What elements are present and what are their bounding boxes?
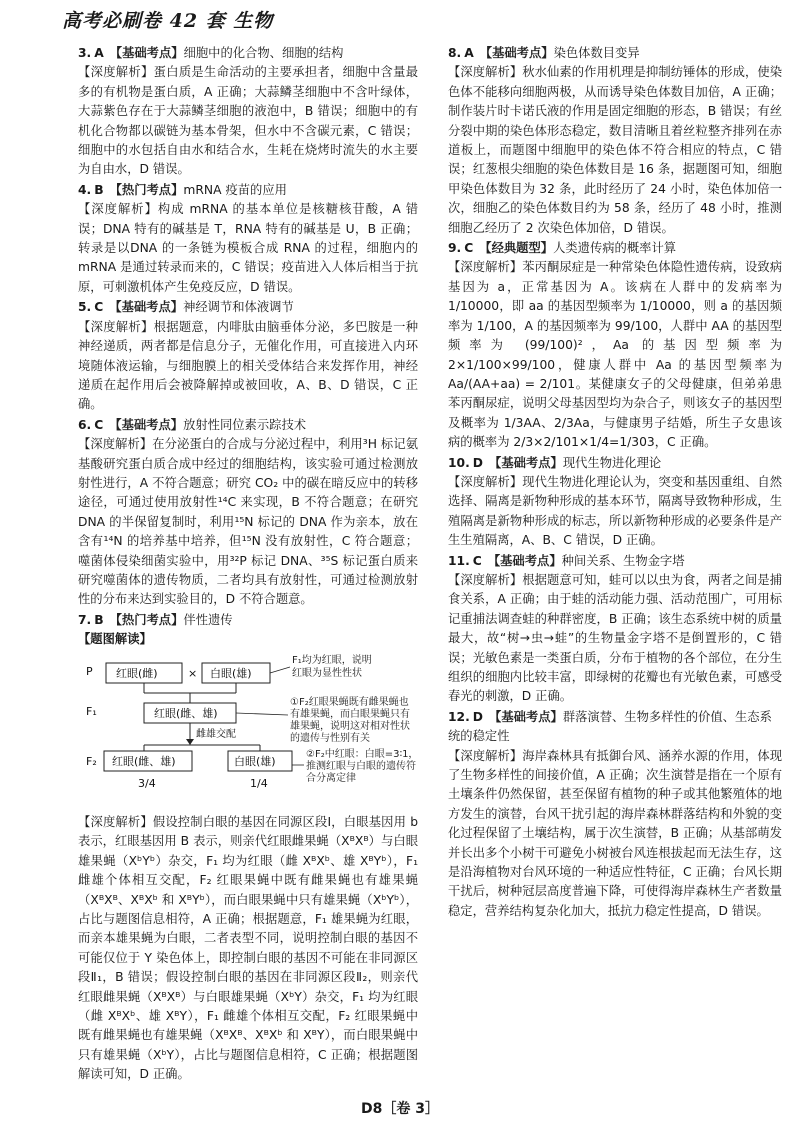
question-number: 7. — [78, 612, 92, 627]
box-white-male-label: 白眼(雄) — [210, 666, 252, 680]
question-8 — [448, 44, 782, 238]
analysis-text: 【深度解析】秋水仙素的作用机理是抑制纺锤体的形成，使染色体不能移向细胞两极，从而诱导染色体数目加倍，A 正确；制作装片时卡诺氏液的作用是固定细胞的形态，B 错误；有丝分裂中期的染色体形态稳定，数目清晰且着丝粒整齐排列在赤道板上，而题图中细胞甲的染色体不符合相应的特点，C 错误；红葱根尖细胞的染色体数目是 16 条，据题图可知，细胞甲染色体数目为 32 条，此时经历了 24 小时，染色体加倍一次，细胞乙的染色体数目约为 58 条，经历了 48 小时，推测细胞乙经历了 2 次染色体加倍，D 错误。 — [448, 65, 782, 235]
question-number: 11. — [448, 553, 470, 568]
question-header — [78, 611, 418, 630]
topic-text: 现代生物进化理论 — [562, 455, 662, 470]
topic-tag: 【经典题型】 — [479, 241, 554, 256]
page-footer: D8［卷 3］ — [361, 1101, 439, 1117]
answer-letter: C — [472, 553, 482, 568]
note-3-line-1: ②F₂中红眼：白眼=3∶1， — [306, 748, 418, 760]
question-number: 3. — [78, 46, 92, 60]
note-2-line-3: 雄果蝇，说明这对相对性状 — [290, 720, 410, 732]
answer-letter: A — [94, 46, 104, 60]
question-header — [448, 552, 782, 571]
analysis-text: 【深度解析】现代生物进化理论认为，突变和基因重组、自然选择、隔离是新物种形成的基本环节，隔离导致物种形成，生殖隔离是新物种形成的标志，所以新物种形成的必要条件是产生生殖隔离，A、B、C 错误，D 正确。 — [448, 474, 782, 548]
question-6 — [78, 416, 418, 610]
fraction-red: 3/4 — [138, 776, 156, 790]
analysis-text: 【深度解析】蛋白质是生命活动的主要承担者，细胞中含量最多的有机物是蛋白质，A 正确；大蒜鳞茎细胞中不含叶绿体，大蒜紫色存在于大蒜鳞茎细胞的液泡中，B 错误；细胞中的有机化合物都以碳链为基本骨架，但水中不含碳元素，C 错误；细胞中的水包括自由水和结合水，生耗在烧烤时流失的水主要为自由水，D 错误。 — [78, 65, 418, 177]
answer-letter: D — [472, 455, 484, 470]
note-1-line-2: 红眼为显性性状 — [292, 667, 362, 679]
question-header — [448, 44, 782, 63]
question-header — [78, 298, 418, 317]
topic-tag: 【基础考点】 — [109, 417, 184, 432]
row-label-p: P — [86, 664, 93, 678]
question-number: 4. — [78, 182, 92, 197]
answer-letter: C — [94, 300, 104, 315]
question-10 — [448, 454, 782, 551]
question-number: 6. — [78, 417, 92, 432]
topic-text: 染色体数目变异 — [553, 46, 640, 60]
topic-text: mRNA 疫苗的应用 — [183, 182, 287, 197]
analysis-text: 【深度解析】在分泌蛋白的合成与分泌过程中，利用³H 标记氨基酸研究蛋白质合成中经过的细胞结构，该实验可通过检测放射性进行，A 不符合题意；研究 CO₂ 中的碳在暗反应中的转移途径，可通过使用放射性¹⁴C 来实现，B 不符合题意；在研究DNA 的半保留复制时，利用¹⁵N 标记的 DNA 作为亲本，放在含有¹⁴N 的培养基中培养，但¹⁵N 没有放射性，C 符合题意；噬菌体侵染细菌实验中，用³²P 标记 DNA、³⁵S 标记蛋白质来研究噬菌体的遗传物质，二者均具有放射性，可通过检测放射性的分布来达到实验目的，D 不符合题意。 — [78, 437, 418, 607]
question-number: 9. — [448, 241, 462, 256]
question-number: 12. — [448, 709, 470, 724]
answer-letter: D — [472, 709, 484, 724]
cross-symbol: × — [188, 666, 198, 680]
topic-text: 放射性同位素示踪技术 — [183, 417, 307, 432]
question-11 — [448, 552, 782, 707]
left-column — [78, 44, 418, 1086]
topic-tag: 【基础考点】 — [109, 300, 184, 315]
note-1-line-1: F₁均为红眼，说明 — [292, 654, 372, 666]
box-red-female-label: 红眼(雌) — [116, 666, 158, 680]
question-header — [78, 416, 418, 435]
box-f2-red-label: 红眼(雌、雄) — [112, 754, 176, 768]
question-number: 10. — [448, 455, 470, 470]
question-header — [448, 454, 782, 473]
question-header — [448, 239, 782, 258]
question-5 — [78, 298, 418, 414]
row-label-f1: F₁ — [86, 704, 97, 718]
answer-letter: B — [94, 612, 104, 627]
question-4 — [78, 181, 418, 297]
topic-text: 种间关系、生物金字塔 — [561, 553, 685, 568]
topic-tag: 【基础考点】 — [109, 46, 184, 60]
question-7 — [78, 611, 418, 1085]
answer-letter: B — [94, 182, 104, 197]
answer-letter: C — [464, 241, 474, 256]
note-2-line-4: 的遗传与性别有关 — [290, 732, 370, 744]
genetics-figure — [78, 653, 418, 809]
analysis-text: 【深度解析】假设控制白眼的基因在同源区段Ⅰ，白眼基因用 b 表示，红眼基因用 B 表示，则亲代红眼雌果蝇（XᴮXᴮ）与白眼雄果蝇（XᵇYᵇ）杂交，F₁ 均为红眼（雌 XᴮXᵇ、雄 XᴮYᵇ），F₁ 雌雄个体相互交配，F₂ 红眼果蝇中既有雌果蝇也有雄果蝇（XᴮXᴮ、XᴮXᵇ 和 XᴮYᵇ），而白眼果蝇中只有雄果蝇（XᵇYᵇ），占比与题图信息相符，A 正确；根据题意，F₁ 雄果蝇为红眼，而亲本雄果蝇为白眼，二者表型不同，说明控制白眼的基因不可能仅位于 Y 染色体上，即控制白眼的基因不可能在非同源区段Ⅱ₁，B 错误；假设控制白眼的基因在非同源区段Ⅱ₂，则亲代红眼雌果蝇（XᴮXᴮ）与白眼雄果蝇（XᵇY）杂交，F₁ 均为红眼（雌 XᴮXᵇ、雄 XᴮY），F₁ 雌雄个体相互交配，F₂ 红眼果蝇中既有雌果蝇也有雄果蝇（XᴮXᴮ、XᴮXᵇ 和 XᴮY），而白眼果蝇中只有雄果蝇（XᵇY），占比与题图信息相符，C 正确；根据题图解读可知，D 正确。 — [78, 815, 418, 1082]
question-header — [448, 708, 782, 747]
question-3 — [78, 44, 418, 180]
question-9 — [448, 239, 782, 452]
question-header — [78, 44, 418, 63]
question-12 — [448, 708, 782, 921]
analysis-text: 【深度解析】根据题意，内啡肽由脑垂体分泌，多巴胺是一种神经递质，两者都是信息分子，无催化作用，可直接进入内环境随体液运输，与细胞膜上的相关受体结合来发挥作用，神经递质在起作用后会被降解掉或被回收，A、B、D 错误，C 正确。 — [78, 319, 418, 412]
topic-tag: 【基础考点】 — [479, 46, 554, 60]
box-f1-label: 红眼(雌、雄) — [154, 706, 218, 720]
cross-diagram — [78, 653, 418, 803]
note-2-line-1: ①F₂红眼果蝇既有雌果蝇也 — [290, 696, 409, 708]
mating-label: 雌雄交配 — [196, 728, 236, 740]
right-column — [448, 44, 782, 922]
topic-text: 群落演替、生物多样性的价值、生态系统的稳定性 — [448, 709, 772, 744]
question-number: 8. — [448, 46, 462, 60]
note-3-line-2: 推测红眼与白眼的遗传符 — [306, 760, 416, 772]
topic-tag: 【热门考点】 — [109, 182, 184, 197]
question-header — [78, 181, 418, 200]
topic-text: 伴性遗传 — [183, 612, 233, 627]
analysis-text: 【深度解析】根据题意可知，蛙可以以虫为食，两者之间是捕食关系，A 正确；由于蛙的活动能力强、活动范围广，可用标记重捕法调查蛙的种群密度，B 正确；该生态系统中树的质量最大，故“树→虫→蛙”的生物量金字塔不是倒置形的，C 错误；光敏色素是一类蛋白质，分布于植物的各个部位，在分生组织的细胞内比较丰富，即绿树的花瓣也有光敏色素，可感受春光的刺激，D 正确。 — [448, 572, 782, 704]
topic-tag: 【热门考点】 — [109, 612, 184, 627]
figure-reading-label: 【题图解读】 — [78, 632, 152, 647]
page-header: 高考必刷卷 42 套 生物 — [62, 10, 274, 32]
topic-text: 细胞中的化合物、细胞的结构 — [183, 46, 344, 60]
topic-tag: 【基础考点】 — [487, 553, 562, 568]
note-3-line-3: 合分离定律 — [306, 772, 356, 784]
note-2-line-2: 有雄果蝇，而白眼果蝇只有 — [290, 708, 410, 720]
answer-letter: C — [94, 417, 104, 432]
analysis-text: 【深度解析】海岸森林具有抵御台风、涵养水源的作用，体现了生物多样性的间接价值，A 正确；次生演替是指在一个原有土壤条件仍然保留，甚至保留有植物的种子或其他繁殖体的地方发生的演替，台风干扰引起的海岸森林群落结构和外貌的变化过程保留了土壤结构，属于次生演替，B 正确；从基部萌发并长出多个小树干可避免小树被台风连根拔起而无法生存，这是沿海植物对台风环境的一种适应性特征，C 正确；台风长期干扰后，树种冠层高度普遍下降，可使得海岸森林生产者数量稳定，营养结构复杂化加大，抵抗力稳定性提高，D 错误。 — [448, 748, 782, 918]
question-number: 5. — [78, 300, 92, 315]
topic-tag: 【基础考点】 — [489, 709, 563, 724]
analysis-text: 【深度解析】苯丙酮尿症是一种常染色体隐性遗传病，设致病基因为 a，正常基因为 A。该病在人群中的发病率为 1/10000，即 aa 的基因型频率为 1/10000，则 a 的基因频率为 1/100，A 的基因频率为 99/100，人群中 AA 的基因型频率为 (99/100)²，Aa 的基因型频率为 2×1/100×99/100，健康人群中 Aa 的基因型频率为 Aa/(AA+aa) = 2/101。某健康女子的父母健康，但弟弟患苯丙酮尿症，说明父母基因型均为杂合子，则该女子的基因型及概率为 1/3AA、2/3Aa，与健康男子结婚，所生子女患该病的概率为 2/3×2/101×1/4=1/303，C 正确。 — [448, 260, 782, 450]
row-label-f2: F₂ — [86, 754, 97, 768]
answer-letter: A — [464, 46, 474, 60]
topic-tag: 【基础考点】 — [489, 455, 563, 470]
box-f2-white-label: 白眼(雄) — [234, 754, 276, 768]
topic-text: 神经调节和体液调节 — [183, 300, 294, 315]
analysis-text: 【深度解析】构成 mRNA 的基本单位是核糖核苷酸，A 错误；DNA 特有的碱基是 T，RNA 特有的碱基是 U，B 正确；转录是以DNA 的一条链为模板合成 RNA 的过程，细胞内的 mRNA 是通过转录而来的，C 错误；疫苗进入人体后相当于抗原，可刺激机体产生免疫反应，D 错误。 — [78, 202, 418, 294]
topic-text: 人类遗传病的概率计算 — [553, 241, 677, 256]
fraction-white: 1/4 — [250, 776, 268, 790]
